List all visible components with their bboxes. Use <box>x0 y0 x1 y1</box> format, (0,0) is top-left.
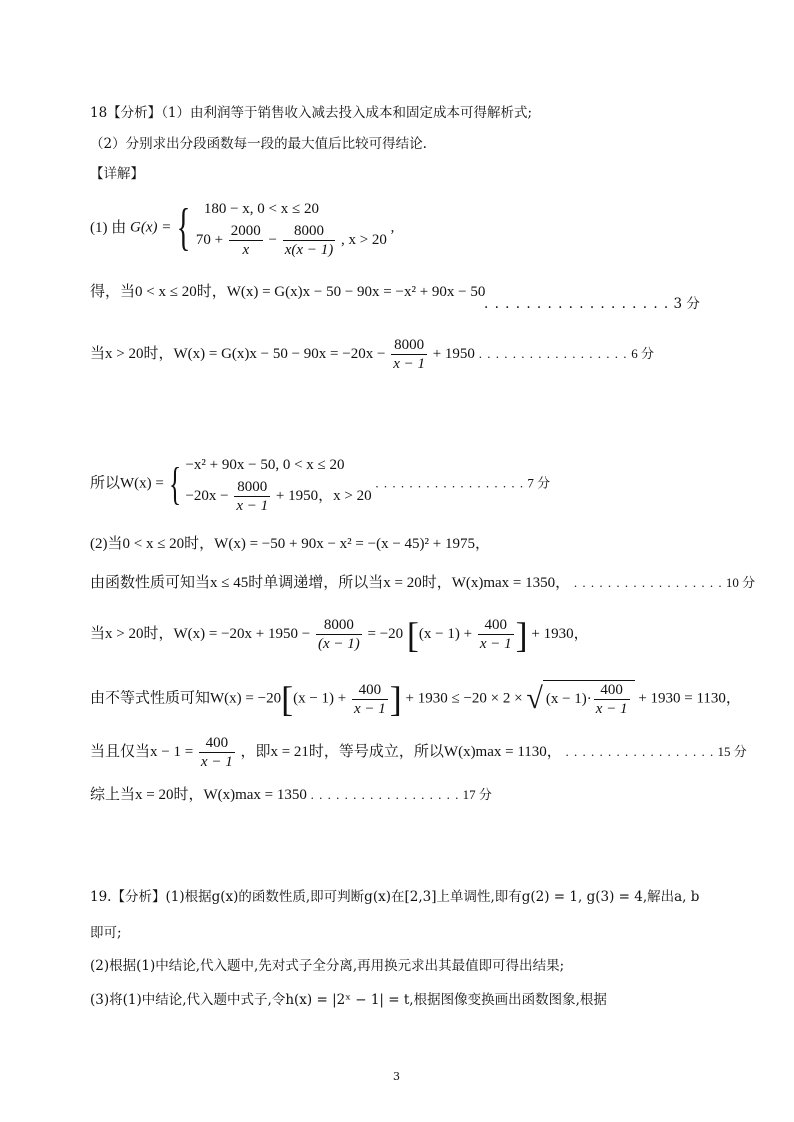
leader-dots: . . . . . . . . . . . . . . . . . . <box>478 345 628 361</box>
q18-line-a: 得，当0 < x ≤ 20时，W(x) = G(x)x − 50 − 90x = −x² + 90x − 50 <box>90 284 486 300</box>
q18-line-b <box>90 336 654 373</box>
score-3 <box>484 295 700 313</box>
frac-den: x <box>242 242 250 258</box>
q18-line-f: 由不等式性质可知W(x) = −20[(x − 1) + $\frac{400}{x - 1}$ ] + 1930 ≤ −20 × 2 × √ (x − 1)· $\frac{400}{x - 1}$ + 1930 = 1130， <box>90 679 741 719</box>
q19-line1: 19.【分析】(1)根据g(x)的函数性质,即可判断g(x)在[2,3]上单调性,即有g(2) = 1, g(3) = 4,解出a, b <box>90 889 700 905</box>
q18-G-case2-post: , x > 20 <box>340 231 387 248</box>
score-15: 15 分 <box>717 743 747 759</box>
w-case2-pre: −20x − <box>185 487 229 504</box>
q19-line4: (3)将(1)中结论,代入题中式子,令h(x) = |2ˣ − 1| = t,根据图像变换画出函数图象,根据 <box>90 992 607 1008</box>
score-7: 7 分 <box>527 475 551 491</box>
frac-num: 2000 <box>230 223 261 239</box>
q18-line-e: 当x > 20时，W(x) = −20x + 1950 − $\frac{8000}{(x - 1)}$ = −20 [(x − 1) + $\frac{400}{x - 1}$ ] + 1930， <box>90 614 589 655</box>
leader-dots: . . . . . . . . . . . . . . . . . . <box>484 296 670 312</box>
line-b-post: + 1950 <box>432 345 475 362</box>
frac-num: 400 <box>478 616 514 635</box>
line-e-in: (x − 1) + <box>418 625 473 642</box>
frac-num: 8000 <box>234 478 270 497</box>
left-brace: { <box>176 198 191 256</box>
line-b-pre: 当x > 20时，W(x) = G(x)x − 50 − 90x = −20x − <box>90 345 386 362</box>
frac-den: x − 1 <box>354 700 386 717</box>
frac-den: x − 1 <box>479 636 512 652</box>
q18-W-definition <box>90 452 550 512</box>
frac-den: (x − 1) <box>317 636 360 652</box>
line-f-mid: + 1930 ≤ −20 × 2 × <box>405 690 523 707</box>
line-e-mid: = −20 <box>367 625 404 642</box>
frac-num: 400 <box>199 734 235 753</box>
score-label: 3 分 <box>673 296 700 312</box>
q18-detail-head: 【详解】 <box>90 166 144 182</box>
q18-line-h <box>90 786 492 804</box>
line-e-post: + 1930， <box>531 625 589 642</box>
frac-num: 8000 <box>391 336 427 355</box>
q18-analysis-1: （1）由利润等于销售收入减去投入成本和固定成本可得解析式; <box>161 105 533 121</box>
score-6: 6 分 <box>631 345 654 361</box>
q18-line-g <box>90 734 747 771</box>
q18-analysis-head: 18【分析】 <box>90 105 162 121</box>
frac-den: x − 1 <box>595 701 628 717</box>
q18-line-c: (2)当0 < x ≤ 20时，W(x) = −50 + 90x − x² = −(x − 45)² + 1975， <box>90 536 490 552</box>
frac-den: x − 1 <box>236 498 269 514</box>
leader-dots: . . . . . . . . . . . . . . . . . . <box>565 743 715 759</box>
q18-analysis-2: （2）分别求出分段函数每一段的最大值后比较可得结论. <box>90 136 427 152</box>
q18-G-case2-pre: 70 + <box>195 231 224 248</box>
line-g-post: ，即x = 21时，等号成立，所以W(x)max = 1130， <box>240 743 562 760</box>
q19-line2: 即可; <box>90 925 122 941</box>
q18-line-d <box>90 574 755 592</box>
line-e-pre: 当x > 20时，W(x) = −20x + 1950 − <box>90 625 311 642</box>
leader-dots: . . . . . . . . . . . . . . . . . . <box>375 475 525 491</box>
frac-den: x − 1 <box>393 356 425 372</box>
q18-p1-label: (1) 由 <box>90 219 127 236</box>
q18-G-definition: (1) 由 G(x) = { 180 − x, 0 < x ≤ 20 70 + $\frac{2000}{x}$ − $\frac{8000}{x(x - 1)}$ , x > 20 , <box>90 196 394 266</box>
line-g-pre: 当且仅当x − 1 = <box>90 743 194 760</box>
frac-num: 400 <box>352 681 388 700</box>
frac-num: 8000 <box>283 222 335 241</box>
score-10: 10 分 <box>725 575 756 590</box>
frac-den: x(x − 1) <box>284 242 334 258</box>
line-h-text: 综上当x = 20时，W(x)max = 1350 <box>90 787 307 803</box>
page-number: 3 <box>393 1070 400 1083</box>
frac-num: 400 <box>594 681 630 700</box>
line-d-text: 由函数性质可知当x ≤ 45时单调递增，所以当x = 20时，W(x)max = 1350， <box>90 575 571 591</box>
line-f-sq: (x − 1)· <box>545 690 592 707</box>
q18-G-case1: 180 − x, 0 < x ≤ 20 <box>203 201 319 217</box>
left-brace: { <box>168 457 181 509</box>
w-case2-post: + 1950，x > 20 <box>275 487 372 504</box>
score-17: 17 分 <box>462 787 492 802</box>
frac-den: x − 1 <box>200 754 233 770</box>
q18-analysis-line <box>90 104 532 122</box>
frac-num: 8000 <box>316 616 362 635</box>
q18-W-label: 所以W(x) = <box>90 475 164 492</box>
line-f-post: + 1930 = 1130， <box>638 690 741 707</box>
leader-dots: . . . . . . . . . . . . . . . . . . <box>310 787 460 802</box>
leader-dots: . . . . . . . . . . . . . . . . . . <box>573 575 723 590</box>
q19-line3: (2)根据(1)中结论,代入题中,先对式子全分离,再用换元求出其最值即可得出结果; <box>90 958 565 974</box>
line-f-in: (x − 1) + <box>293 690 347 707</box>
line-f-pre: 由不等式性质可知W(x) = −20 <box>90 690 282 707</box>
q18-W-case1: −x² + 90x − 50, 0 < x ≤ 20 <box>185 457 345 473</box>
